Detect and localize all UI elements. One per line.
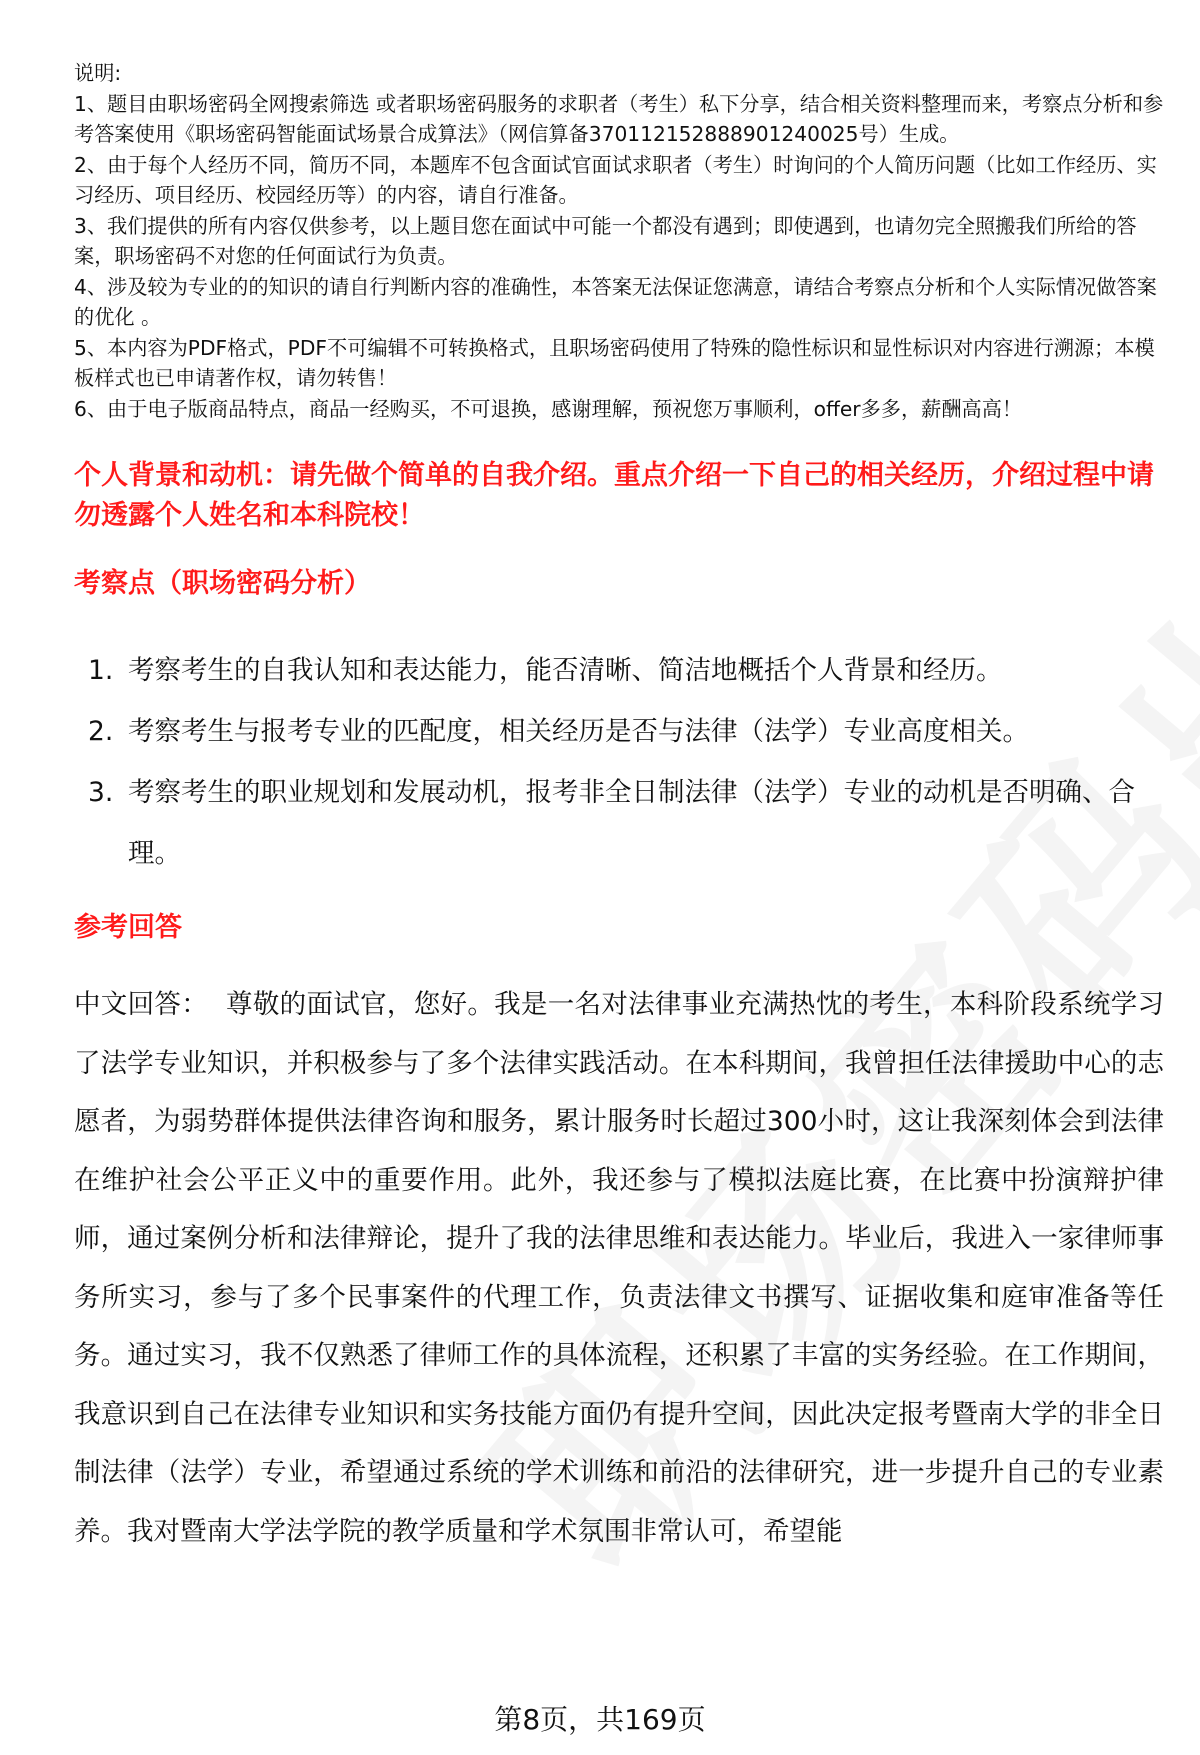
- reference-title: 参考回答: [74, 912, 182, 943]
- list-item-text: 考察考生的自我认知和表达能力，能否清晰、简洁地概括个人背景和经历。: [128, 655, 1003, 686]
- list-item: [74, 701, 1164, 762]
- notes-item: 4、涉及较为专业的的知识的请自行判断内容的准确性，本答案无法保证您满意，请结合考察点分析和个人实际情况做答案的优化 。: [74, 274, 1157, 329]
- list-item-text: 考察考生的职业规划和发展动机，报考非全日制法律（法学）专业的动机是否明确、合理。: [128, 777, 1135, 869]
- page-number: 第8页，共169页: [494, 1703, 706, 1736]
- reference-answer: [74, 976, 1164, 1561]
- answer-paragraph: [74, 976, 1164, 1561]
- list-item-text: 考察考生与报考专业的匹配度，相关经历是否与法律（法学）专业高度相关。: [128, 716, 1029, 747]
- page-content: [74, 58, 1164, 1561]
- notes-item: 6、由于电子版商品特点，商品一经购买，不可退换，感谢理解，预祝您万事顺利，offer多多，薪酬高高！: [74, 396, 1023, 421]
- list-item: [74, 640, 1164, 701]
- notes-item: 3、我们提供的所有内容仅供参考，以上题目您在面试中可能一个都没有遇到；即使遇到，也请勿完全照搬我们所给的答案，职场密码不对您的任何面试行为负责。: [74, 213, 1137, 268]
- notes-title: 说明:: [74, 61, 122, 85]
- question-heading: 个人背景和动机：请先做个简单的自我介绍。重点介绍一下自己的相关经历，介绍过程中请勿透露个人姓名和本科院校！: [74, 460, 1154, 531]
- analysis-title: 考察点（职场密码分析）: [74, 568, 371, 599]
- notes-item: 1、题目由职场密码全网搜索筛选 或者职场密码服务的求职者（考生）私下分享，结合相关资料整理而来，考察点分析和参考答案使用《职场密码智能面试场景合成算法》（网信算备370112152888901240025号）生成。: [74, 91, 1164, 146]
- notes-block: [74, 58, 1164, 424]
- list-item-number: 3.: [88, 777, 114, 808]
- answer-text: 尊敬的面试官，您好。我是一名对法律事业充满热忱的考生，本科阶段系统学习了法学专业知识，并积极参与了多个法律实践活动。在本科期间，我曾担任法律援助中心的志愿者，为弱势群体提供法律咨询和服务，累计服务时长超过300小时，这让我深刻体会到法律在维护社会公平正义中的重要作用。此外，我还参与了模拟法庭比赛，在比赛中扮演辩护律师，通过案例分析和法律辩论，提升了我的法律思维和表达能力。毕业后，我进入一家律师事务所实习，参与了多个民事案件的代理工作，负责法律文书撰写、证据收集和庭审准备等任务。通过实习，我不仅熟悉了律师工作的具体流程，还积累了丰富的实务经验。在工作期间，我意识到自己在法律专业知识和实务技能方面仍有提升空间，因此决定报考暨南大学的非全日制法律（法学）专业，希望通过系统的学术训练和前沿的法律研究，进一步提升自己的专业素养。我对暨南大学法学院的教学质量和学术氛围非常认可，希望能: [74, 989, 1165, 1547]
- list-item-number: 1.: [88, 655, 114, 686]
- notes-item: 5、本内容为PDF格式，PDF不可编辑不可转换格式，且职场密码使用了特殊的隐性标识和显性标识对内容进行溯源；本模板样式也已申请著作权，请勿转售！: [74, 335, 1155, 390]
- analysis-points-list: [74, 640, 1164, 884]
- notes-item: 2、由于每个人经历不同，简历不同，本题库不包含面试官面试求职者（考生）时询问的个人简历问题（比如工作经历、实习经历、项目经历、校园经历等）的内容，请自行准备。: [74, 152, 1157, 207]
- list-item-number: 2.: [88, 716, 114, 747]
- answer-label: 中文回答：: [74, 989, 209, 1020]
- list-item: [74, 762, 1164, 884]
